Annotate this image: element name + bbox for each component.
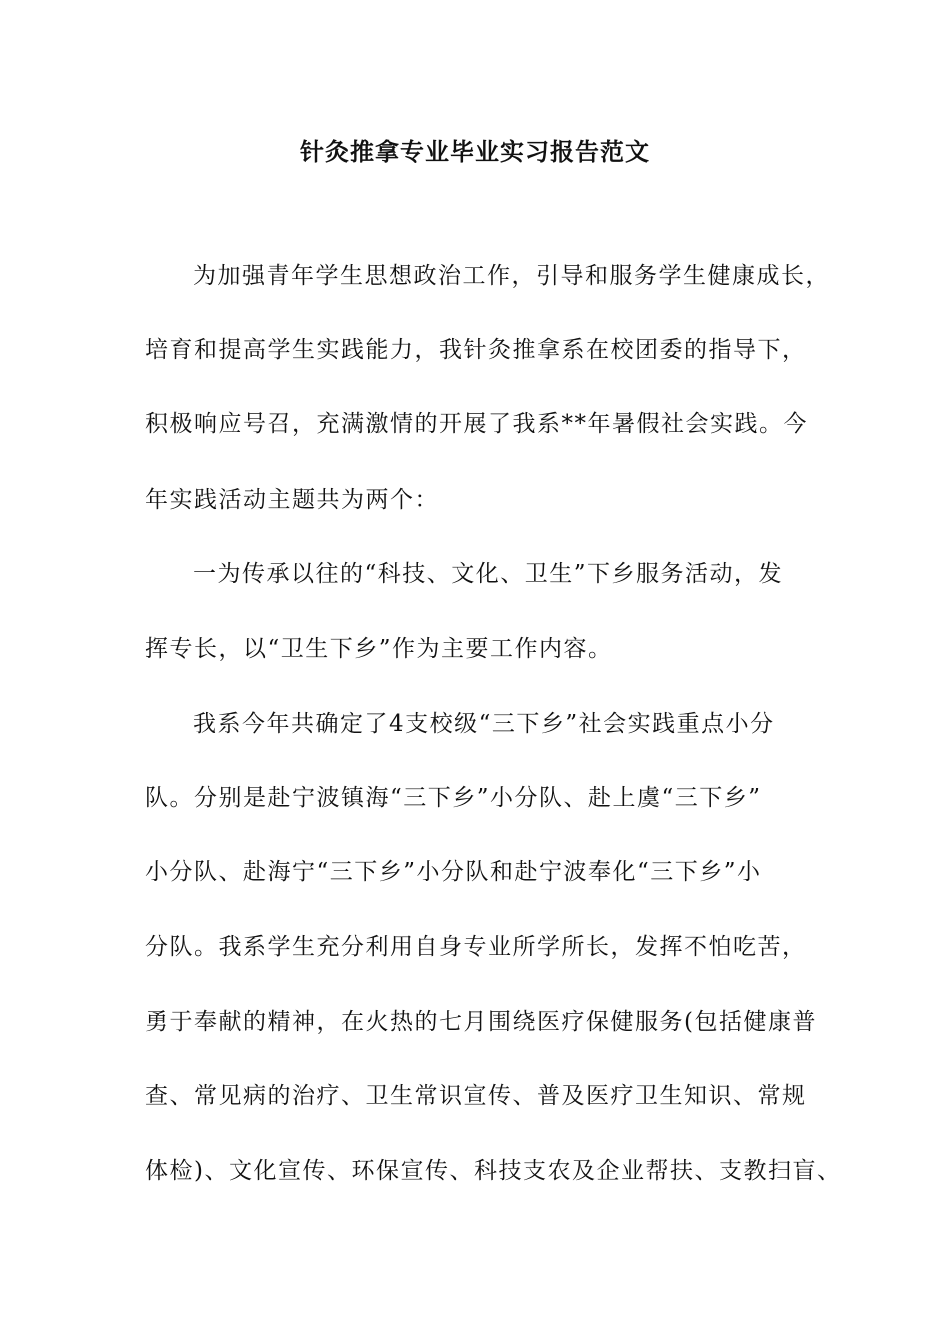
paragraph-1-line-3: 积极响应号召，充满激情的开展了我系**年暑假社会实践。今 (145, 411, 808, 437)
paragraph-3-line-1: 我系今年共确定了4支校级“三下乡”社会实践重点小分 (193, 711, 775, 737)
paragraph-2-line-1: 一为传承以往的“科技、文化、卫生”下乡服务活动，发 (193, 561, 784, 587)
paragraph-3-line-5: 勇于奉献的精神，在火热的七月围绕医疗保健服务(包括健康普 (145, 1009, 817, 1035)
paragraph-1-line-2: 培育和提高学生实践能力，我针灸推拿系在校团委的指导下， (145, 337, 807, 363)
paragraph-3-line-4: 分队。我系学生充分利用自身专业所学所长，发挥不怕吃苦， (145, 934, 807, 960)
paragraph-3-line-6: 查、常见病的治疗、卫生常识宣传、普及医疗卫生知识、常规 (145, 1083, 807, 1109)
paragraph-1-line-4: 年实践活动主题共为两个： (145, 487, 439, 513)
paragraph-1-line-1: 为加强青年学生思想政治工作，引导和服务学生健康成长， (193, 263, 830, 289)
paragraph-2-line-2: 挥专长，以“卫生下乡”作为主要工作内容。 (145, 636, 613, 662)
paragraph-3-line-2: 队。分别是赴宁波镇海“三下乡”小分队、赴上虞“三下乡” (145, 785, 762, 811)
document-title: 针灸推拿专业毕业实习报告范文 (300, 138, 650, 166)
paragraph-3-line-3: 小分队、赴海宁“三下乡”小分队和赴宁波奉化“三下乡”小 (145, 859, 762, 885)
paragraph-3-line-7: 体检)、文化宣传、环保宣传、科技支农及企业帮扶、支教扫盲、 (145, 1158, 842, 1184)
